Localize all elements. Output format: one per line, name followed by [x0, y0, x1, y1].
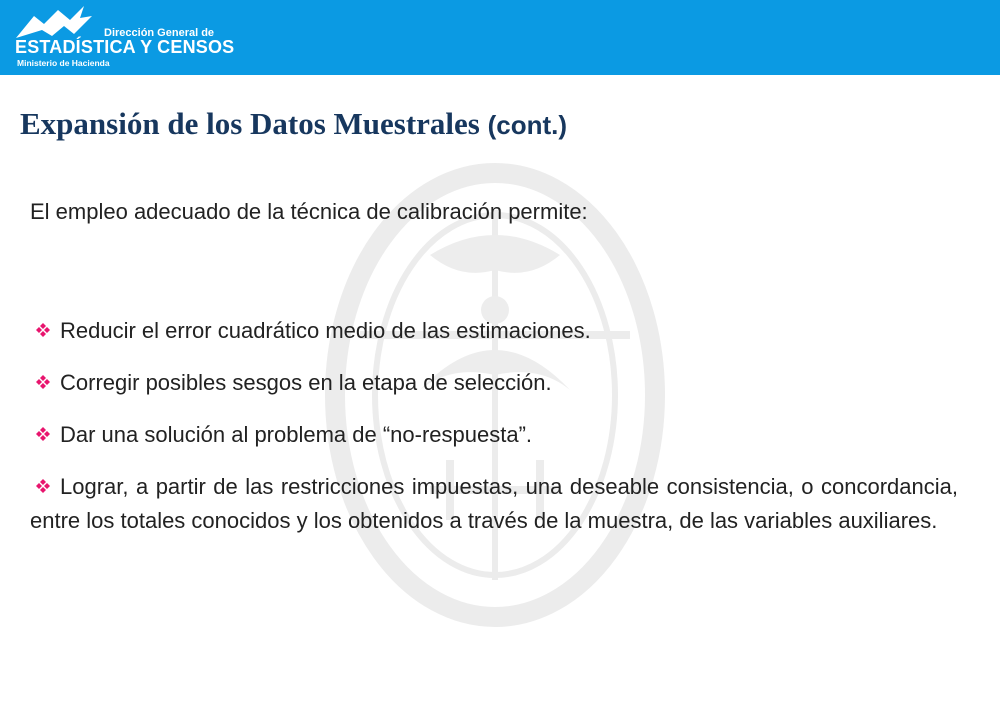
org-logo: [14, 4, 235, 72]
slide-title: [20, 106, 567, 142]
four-diamond-icon: [36, 323, 50, 337]
list-item: [30, 366, 958, 400]
bullet-text: Corregir posibles sesgos en la etapa de selección.: [60, 370, 552, 395]
logo-org-line3: Ministerio de Hacienda: [17, 58, 110, 68]
bullet-text: Reducir el error cuadrático medio de las estimaciones.: [60, 318, 591, 343]
four-diamond-icon: [36, 479, 50, 493]
list-item: [30, 314, 958, 348]
list-item: [30, 470, 958, 538]
bullet-text: Dar una solución al problema de “no-respuesta”.: [60, 422, 533, 447]
bullet-list: [30, 314, 958, 556]
list-item: [30, 418, 958, 452]
slide-title-text: Expansión de los Datos Muestrales: [20, 106, 480, 141]
four-diamond-icon: [36, 375, 50, 389]
four-diamond-icon: [36, 427, 50, 441]
slide-title-suffix: (cont.): [487, 110, 568, 140]
logo-org-line2: ESTADÍSTICA Y CENSOS: [15, 37, 235, 57]
logo-org-line1: Dirección General de: [104, 27, 215, 39]
intro-text: El empleo adecuado de la técnica de calibración permite:: [30, 199, 588, 224]
bullet-text: Lograr, a partir de las restricciones impuestas, una deseable consistencia, o concordancia, entre los totales conocidos y los obtenidos a través de la muestra, de las variables auxiliares.: [30, 474, 958, 533]
header-bar: [0, 0, 1000, 75]
